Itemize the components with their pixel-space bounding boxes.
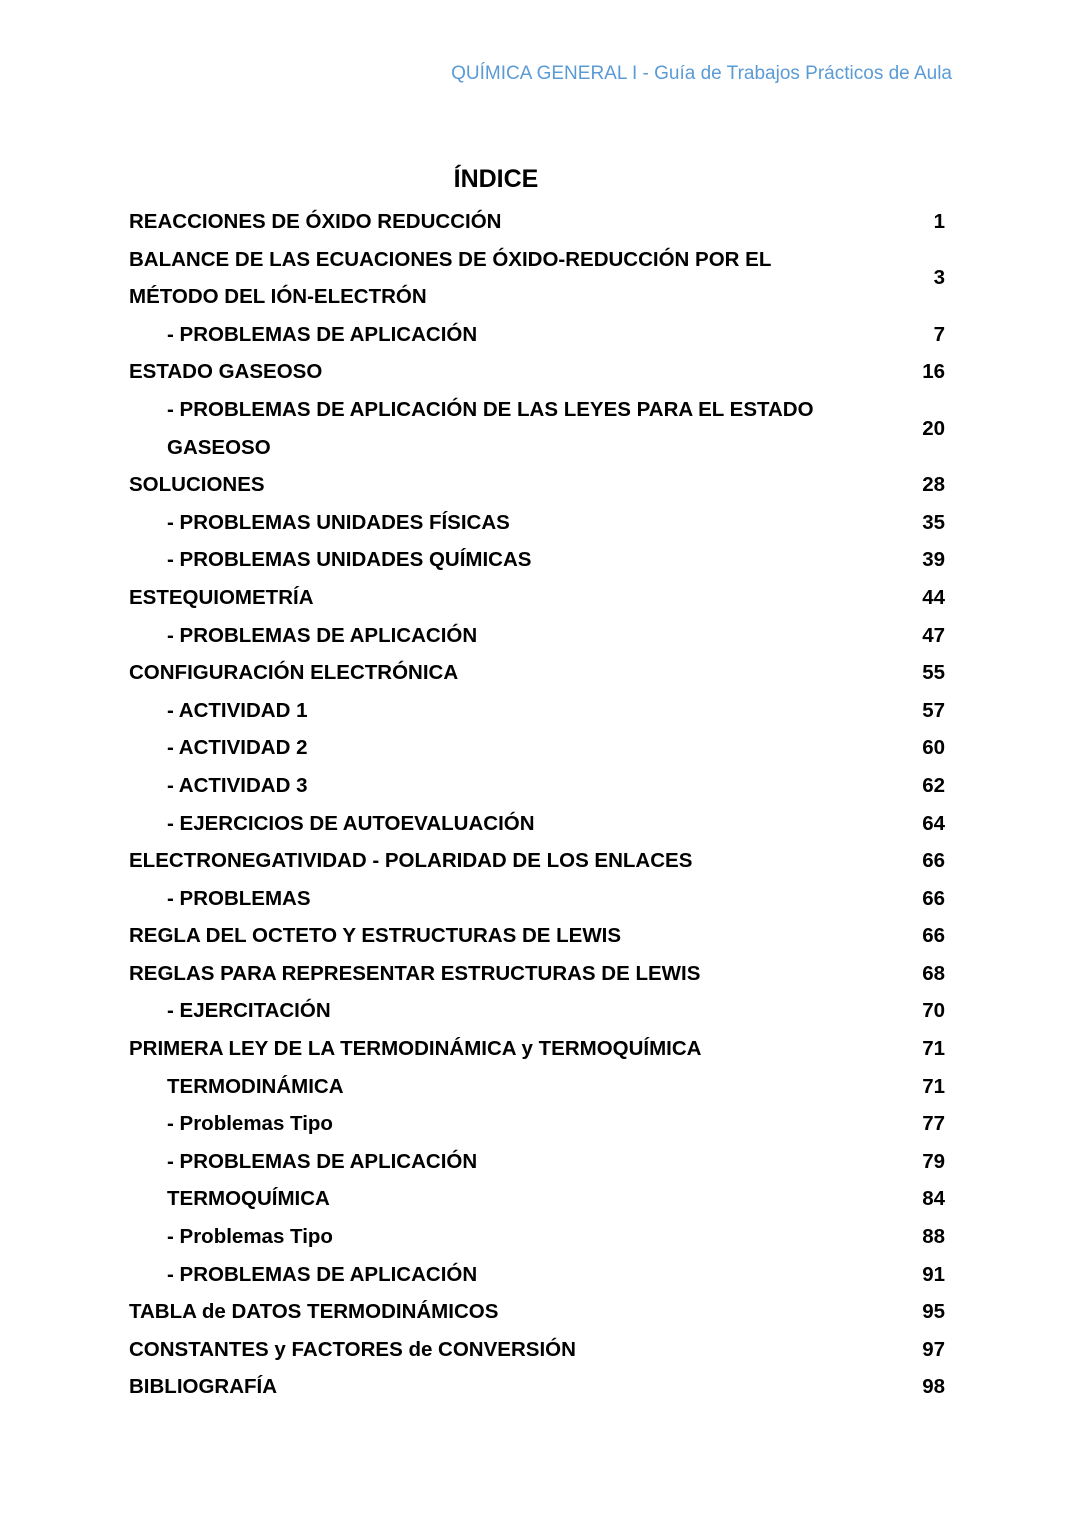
toc-subentry[interactable] (129, 316, 945, 354)
toc-entry-page: 66 (922, 924, 945, 948)
toc-entry-label: REACCIONES DE ÓXIDO REDUCCIÓN (129, 210, 502, 233)
toc-entry-page: 62 (922, 773, 945, 797)
toc-entry-label: TERMOQUÍMICA (167, 1187, 330, 1211)
toc-entry-label: - PROBLEMAS DE APLICACIÓN (167, 1149, 478, 1173)
toc-entry-page: 66 (922, 849, 945, 873)
toc-entry-label: TABLA de DATOS TERMODINÁMICOS (129, 1300, 499, 1324)
toc-subentry[interactable] (129, 767, 945, 805)
toc-entry-label: - PROBLEMAS DE APLICACIÓN (167, 322, 478, 346)
toc-entry-page: 91 (922, 1262, 945, 1286)
toc-entry-label: CONSTANTES y FACTORES de CONVERSIÓN (129, 1337, 576, 1361)
toc-entry[interactable] (129, 1293, 945, 1331)
toc-subentry[interactable] (129, 1218, 945, 1256)
toc-entry-page: 71 (922, 1074, 945, 1098)
toc-entry-label: - PROBLEMAS (167, 886, 311, 910)
toc-entry-label: - PROBLEMAS DE APLICACIÓN DE LAS LEYES PARA EL ESTADO GASEOSO (167, 397, 814, 459)
toc-subentry[interactable] (129, 617, 945, 655)
toc-entry-page: 16 (922, 360, 945, 384)
toc-entry-label: ESTADO GASEOSO (129, 360, 323, 384)
toc-entry-page: 60 (922, 736, 945, 760)
toc-entry-page: 97 (922, 1337, 945, 1361)
toc-entry-label: TERMODINÁMICA (167, 1074, 344, 1098)
toc-subentry[interactable] (129, 504, 945, 542)
toc-entry-label: REGLAS PARA REPRESENTAR ESTRUCTURAS DE LEWIS (129, 961, 701, 985)
toc-entry-label: BIBLIOGRAFÍA (129, 1375, 278, 1399)
toc-entry-page: 28 (922, 473, 945, 497)
toc-entry-page: 98 (922, 1375, 945, 1399)
toc-subentry[interactable] (129, 1068, 945, 1106)
toc-entry-page: 66 (922, 886, 945, 910)
toc-entry-page: 70 (922, 999, 945, 1023)
toc-entry[interactable] (129, 654, 945, 692)
toc-entry-label: - PROBLEMAS DE APLICACIÓN (167, 1262, 478, 1286)
toc-entry-label: - PROBLEMAS DE APLICACIÓN (167, 623, 478, 647)
toc-entry-page: 84 (922, 1187, 945, 1211)
table-of-contents (129, 203, 945, 1406)
toc-entry[interactable] (129, 955, 945, 993)
toc-entry-label: REGLA DEL OCTETO Y ESTRUCTURAS DE LEWIS (129, 924, 622, 948)
toc-subentry[interactable] (129, 391, 945, 466)
toc-entry-page: 79 (922, 1149, 945, 1173)
toc-entry-page: 20 (922, 416, 945, 440)
toc-subentry[interactable] (129, 1180, 945, 1218)
toc-entry-label: - Problemas Tipo (167, 1112, 333, 1136)
toc-entry-label: - PROBLEMAS UNIDADES FÍSICAS (167, 510, 510, 534)
toc-entry-label: - Problemas Tipo (167, 1225, 333, 1249)
toc-subentry[interactable] (129, 805, 945, 843)
toc-entry[interactable] (129, 241, 945, 316)
toc-entry-page: 64 (922, 811, 945, 835)
toc-entry-page: 95 (922, 1300, 945, 1324)
toc-subentry[interactable] (129, 992, 945, 1030)
toc-entry-page: 88 (922, 1225, 945, 1249)
toc-subentry[interactable] (129, 1143, 945, 1181)
toc-entry-label: - ACTIVIDAD 2 (167, 736, 308, 760)
toc-entry-page: 47 (922, 623, 945, 647)
toc-entry[interactable] (129, 842, 945, 880)
toc-entry-label: BALANCE DE LAS ECUACIONES DE ÓXIDO-REDUCCIÓN POR EL MÉTODO DEL IÓN-ELECTRÓN (129, 247, 772, 309)
toc-subentry[interactable] (129, 1105, 945, 1143)
toc-subentry[interactable] (129, 541, 945, 579)
toc-entry-label: ELECTRONEGATIVIDAD - POLARIDAD DE LOS ENLACES (129, 849, 693, 873)
toc-entry-label: - EJERCITACIÓN (167, 999, 331, 1023)
toc-entry-page: 39 (922, 548, 945, 572)
toc-entry-label: SOLUCIONES (129, 473, 265, 497)
toc-entry[interactable] (129, 917, 945, 955)
toc-entry-page: 1 (933, 210, 945, 233)
toc-entry[interactable] (129, 353, 945, 391)
toc-entry-label: ESTEQUIOMETRÍA (129, 585, 314, 609)
toc-entry[interactable] (129, 466, 945, 504)
toc-subentry[interactable] (129, 692, 945, 730)
toc-entry-page: 35 (922, 510, 945, 534)
toc-entry-label: CONFIGURACIÓN ELECTRÓNICA (129, 661, 459, 685)
toc-entry-page: 44 (922, 585, 945, 609)
toc-entry[interactable] (129, 1331, 945, 1369)
toc-subentry[interactable] (129, 880, 945, 918)
toc-entry[interactable] (129, 1030, 945, 1068)
toc-entry-label: - ACTIVIDAD 3 (167, 773, 308, 797)
toc-entry-page: 71 (922, 1037, 945, 1061)
toc-entry-label: PRIMERA LEY DE LA TERMODINÁMICA y TERMOQUÍMICA (129, 1037, 702, 1061)
toc-subentry[interactable] (129, 729, 945, 767)
toc-entry[interactable] (129, 203, 945, 241)
toc-subentry[interactable] (129, 1256, 945, 1294)
toc-entry-label: - PROBLEMAS UNIDADES QUÍMICAS (167, 548, 532, 572)
toc-entry-page: 7 (933, 322, 945, 346)
toc-entry-page: 55 (922, 661, 945, 685)
toc-entry-page: 77 (922, 1112, 945, 1136)
toc-entry-page: 57 (922, 698, 945, 722)
toc-entry-page: 68 (922, 961, 945, 985)
toc-entry-label: - EJERCICIOS DE AUTOEVALUACIÓN (167, 811, 535, 835)
toc-entry[interactable] (129, 1368, 945, 1406)
index-title: ÍNDICE (453, 165, 539, 193)
running-header: QUÍMICA GENERAL I - Guía de Trabajos Prácticos de Aula (451, 63, 952, 84)
toc-entry-page: 3 (933, 266, 945, 290)
toc-entry-label: - ACTIVIDAD 1 (167, 698, 308, 722)
toc-entry[interactable] (129, 579, 945, 617)
